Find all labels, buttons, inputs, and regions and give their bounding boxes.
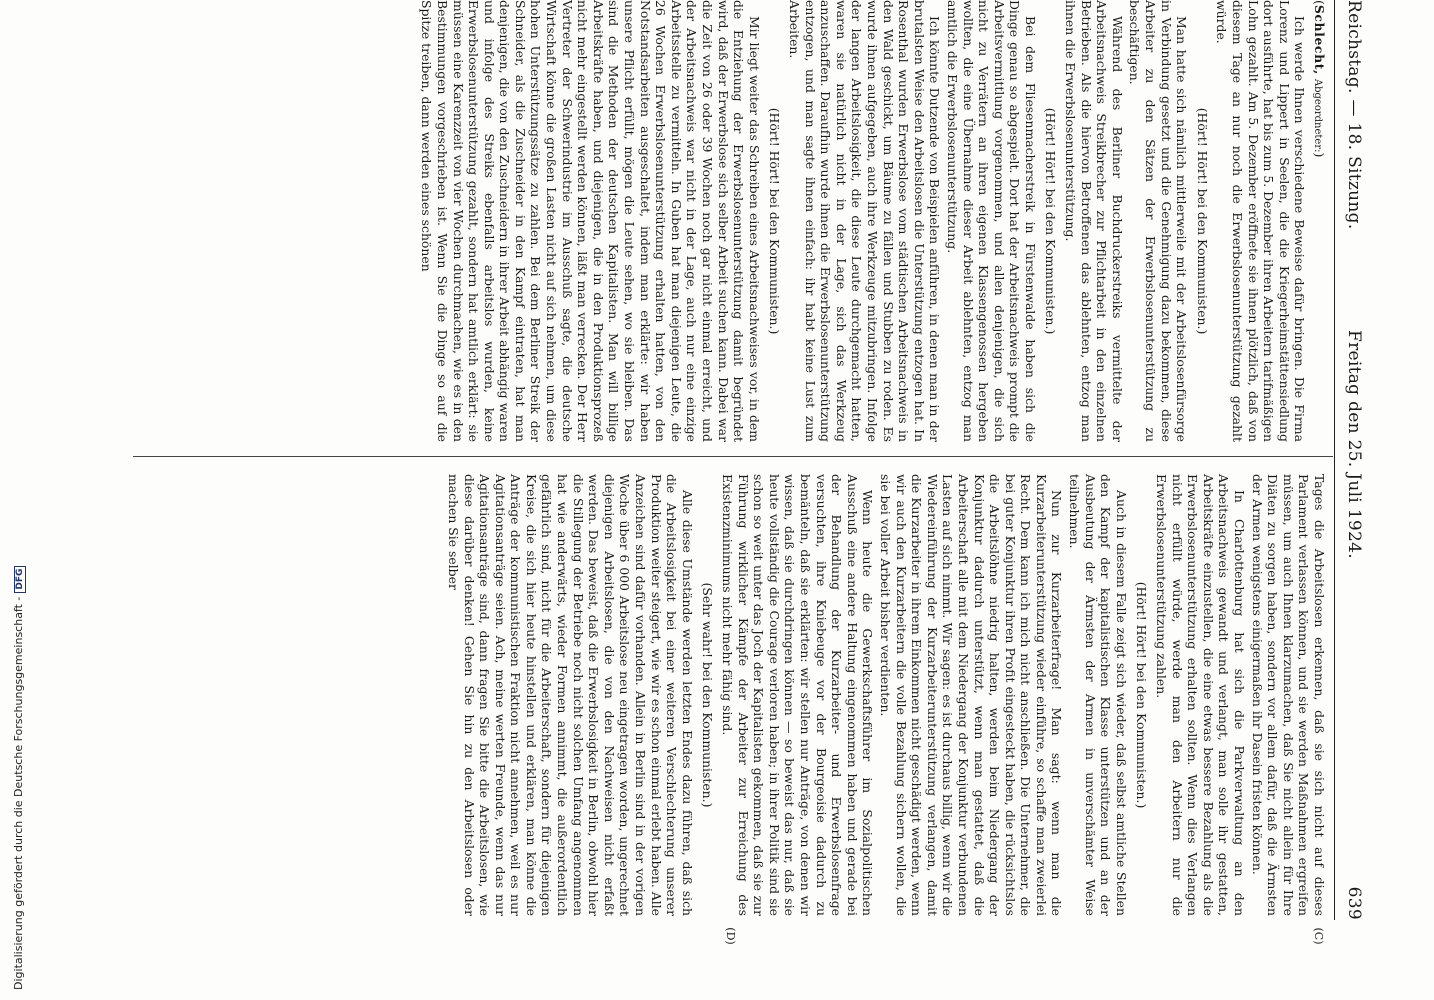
header-rule bbox=[1334, 0, 1335, 920]
page-number: 639 bbox=[1344, 886, 1364, 920]
digitization-note bbox=[12, 566, 26, 990]
column-divider bbox=[133, 456, 1333, 457]
running-header bbox=[1341, 0, 1367, 920]
header-left: Reichstag. — 18. Sitzung. bbox=[1344, 0, 1364, 230]
margin-mark-d: (D) bbox=[724, 927, 737, 945]
interjection: (Sehr wahr! bei den Kommunisten.) bbox=[700, 582, 716, 808]
digitization-note-text: Digitalisierung gefördert durch die Deutsche Forschungsgemeinschaft - bbox=[12, 596, 25, 990]
interjection: (Hört! Hört! bei den Kommunisten.) bbox=[1043, 107, 1059, 335]
paragraph: Auch in diesem Falle zeigt sich wieder, daß selbst amtliche Stellen den Kampf der kapitalistischen Klasse unterstützen und an der Ausbeutung der Ärmsten der Armen in unverschämter Weise teilnehmen. bbox=[1067, 474, 1129, 916]
speaker-name: Schlecht, bbox=[1312, 4, 1327, 75]
paragraph: Ich werde Ihnen verschiedene Beweise dafür bringen. Die Firma Lorenz und Lippert in Seelen, die die Kriegerheimstättensiedlung dort ausführte, hat bis zum 5. Dezember ihren Arbeitern tarifmäßigen Lohn gezahlt. Am 5. Dezember eröffnete sie ihnen plötzlich, daß von diesem Tage an nur noch die Erwerbslosenunterstützung gezahlt würde. bbox=[1214, 0, 1308, 442]
rotated-newspaper-page bbox=[133, 0, 1367, 945]
paragraph: Während des Berliner Buchdruckerstreiks vermittelte der Arbeitsnachweis Streikbrecher zur Pflichtarbeit in den einzelnen Betrieben. Als die hiervon Betroffenen das ablehnten, entzog man ihnen die Erwerbslosenunterstützung. bbox=[1063, 0, 1125, 442]
paragraph: Tages die Arbeitslosen erkennen, daß sie sich nicht auf dieses Parlament verlassen können, und sie werden Maßnahmen ergreifen müssen, um auch Ihnen klarzumachen, daß Sie nicht allein für Ihre Diäten zu sorgen haben, sondern vor allem dafür, daß die Ärmsten der Armen wenigstens einigermaßen ihr Dasein fristen können. bbox=[1249, 474, 1327, 916]
dfg-logo: DFG bbox=[14, 566, 26, 593]
header-date: Freitag den 25. Juli 1924. bbox=[1344, 330, 1364, 559]
right-column bbox=[443, 474, 1327, 916]
interjection: (Hört! Hört! bei den Kommunisten.) bbox=[1134, 581, 1150, 809]
interjection: (Hört! Hört! bei den Kommunisten.) bbox=[767, 107, 783, 335]
paragraph: Mir liegt weiter das Schreiben eines Arbeitsnachweises vor, in dem die Entziehung der Erwerbslosenunterstützung damit begründet wird, daß der Erwerbslose sich selber Arbeit suchen kann. Dabei war die Zeit von 26 oder 39 Wochen noch gar nicht einmal erreicht, und der Arbeitsnachweis war nicht in der Lage, auch nur eine einzige Arbeitsstelle zu vermitteln. In Guben hat man diejenigen Leute, die 26 Wochen Erwerbslosenunterstützung erhalten hatten, von den Notstandsarbeiten ausgeschaltet, indem man erklärte: wir haben unsere Pflicht erfüllt, mögen die Leute sehen, wo sie bleiben. Das sind die Methoden der deutschen Kapitalisten. Man will billige Arbeitskräfte haben, und diejenigen, die in den Produktionsprozeß nicht mehr eingestellt werden können, läßt man verrecken. Der Herr Vertreter der Schwerindustrie im Ausschuß sagte, die deutsche Wirtschaft könne die großen Lasten nicht auf sich nehmen, um diese hohen Unterstützungssätze zu zahlen. Bei dem Berliner Streik der Schneider, als die Zuschneider in den Kampf eintraten, hat man denjenigen, die von den Zuschneidern in ihrer Arbeit abhängig waren und infolge des Streiks ebenfalls arbeitslos wurden, keine Erwerbslosenunterstützung gezahlt, sondern hat amtlich erklärt: sie müssen eine Karenzzeit von vier Wochen durchmachen, wie es in den Bestimmungen vorgeschrieben ist. Wenn Sie die Dinge so auf die Spitze treiben, dann werden eines schönen bbox=[419, 0, 762, 442]
paragraph: Man hatte sich nämlich mittlerweile mit der Arbeitslosenfürsorge in Verbindung gesetzt und die Genehmigung dazu bekommen, diese Arbeiter zu den Sätzen der Erwerbslosenunterstützung zu beschäftigen. bbox=[1127, 0, 1190, 442]
speaker-line: (Schlecht, Abgeordneter:) bbox=[1312, 0, 1327, 158]
paragraph: Bei dem Fliesenmacherstreik in Fürstenwalde haben sich die Dinge genau so abgespielt. Dort hat der Arbeitsnachweis prompt die Arbeitsvermittlung vorgenommen, und allen denjenigen, die sich nicht zu Verrätern an ihren eigenen Klassengenossen hergeben wollten, die eine Übernahme dieser Arbeit ablehnten, entzog man amtlich die Erwerbslosenunterstützung. bbox=[944, 0, 1038, 442]
speaker-affiliation: Abgeordneter: bbox=[1312, 78, 1323, 153]
interjection: (Hört! Hört! bei den Kommunisten.) bbox=[1194, 107, 1210, 335]
paragraph: Nun zur Kurzarbeiterfrage! Man sagt: wenn man die Kurzarbeiterunterstützung wieder einführe, so schaffe man zweierlei Recht. Dem kann ich mich nicht anschließen. Die Unternehmer, die bei guter Konjunktur ihren Profit eingesteckt haben, die rücksichtslos die Arbeitslöhne niedrig halten, werden beim Niedergang der Konjunktur dadurch unterstützt, wenn man gestattet, daß die Arbeiterschaft alle mit dem Niedergang der Konjunktur verbundenen Lasten auf sich nimmt. Wir sagen: es ist durchaus billig, wenn wir die Wiedereinführung der Kurzarbeiterunterstützung verlangen, damit die Kurzarbeiter in ihrem Einkommen nicht geschädigt werden, wenn wir auch den Kurzarbeitern die volle Bezahlung sichern wollen, die sie bei voller Arbeit bisher verdienten. bbox=[877, 474, 1065, 916]
paragraph: Wenn heute die Gewerkschaftsführer im Sozialpolitischen Ausschuß eine andere Haltung eingenommen haben und gerade bei der Behandlung der Kurzarbeiter- und Erwerbslosenfrage versuchten, ihre Kniebeuge vor der Bourgeoisie dadurch zu bemänteln, daß sie erklärten: wir stellen nur Anträge, von denen wir wissen, daß sie durchdringen können — so beweist das nur, daß sie heute vollständig die Courage verloren haben; in ihrer Politik sind sie schon so weit unter das Joch der Kapitalisten gekommen, daß sie zur Führung wirklicher Kämpfe der Arbeiter zur Erreichung des Existenzminimums nicht mehr fähig sind. bbox=[720, 474, 876, 916]
left-column bbox=[417, 0, 1327, 442]
paragraph: Alle diese Umstände werden letzten Endes dazu führen, daß sich die Arbeitslosigkeit bei einer weiteren Verschlechterung unserer Produktion weiter steigert, wie wir es schon einmal erlebt haben. Alle Anzeichen sind dafür vorhanden. Allein in Berlin sind in der vorigen Woche über 6 000 Arbeitslose neu eingetragen worden, ungerechnet diejenigen Arbeitslosen, die von den Nachweisen nicht erfaßt werden. Das beweist, daß die Erwerbslosigkeit in Berlin, obwohl hier die Stillegung der Betriebe noch nicht solchen Umfang angenommen hat wie anderwärts, wieder Formen annimmt, die außerordentlich gefährlich sind, nicht für die Arbeiterschaft, sondern für diejenigen Kreise, die sich hier heute hinstellen und erklären, man könne die Anträge der kommunistischen Fraktion nicht annehmen, weil es nur Agitationsanträge seien. Ach, meine werten Freunde, wenn das nur Agitationsanträge sind, dann fragen Sie bitte die Arbeitslosen, wie diese darüber denken! Gehen Sie hin zu den Arbeitslosen oder machen Sie selber bbox=[445, 474, 695, 916]
margin-mark-c: (C) bbox=[1312, 927, 1325, 945]
paragraph: In Charlottenburg hat sich die Parkverwaltung an den Arbeitsnachweis gewandt und verlangt, man solle ihr gestatten, Arbeitskräfte einzustellen, die eine etwas bessere Bezahlung als die Erwerbslosenunterstützung erhalten sollten. Wenn dies Verlangen nicht erfüllt würde, werde man den Arbeitern nur die Erwerbslosenunterstützung zahlen. bbox=[1154, 474, 1248, 916]
paragraph: Ich könnte Dutzende von Beispielen anführen, in denen man in der brutalsten Weise den Arbeitslosen die Unterstützung entzogen hat. In Rosenthal wurden Erwerbslose vom städtischen Arbeitsnachweis in den Wald geschickt, um Bäume zu fällen und Stubben zu roden. Es wurde ihnen aufgegeben, auch ihre Werkzeuge mitzubringen. Infolge der langen Arbeitslosigkeit, die diese Leute durchgemacht hatten, waren sie natürlich nicht in der Lage, sich das Werkzeug anzuschaffen. Daraufhin wurde ihnen die Erwerbslosenunterstützung entzogen, und man sagte ihnen einfach: ihr habt keine Lust zum Arbeiten. bbox=[787, 0, 943, 442]
